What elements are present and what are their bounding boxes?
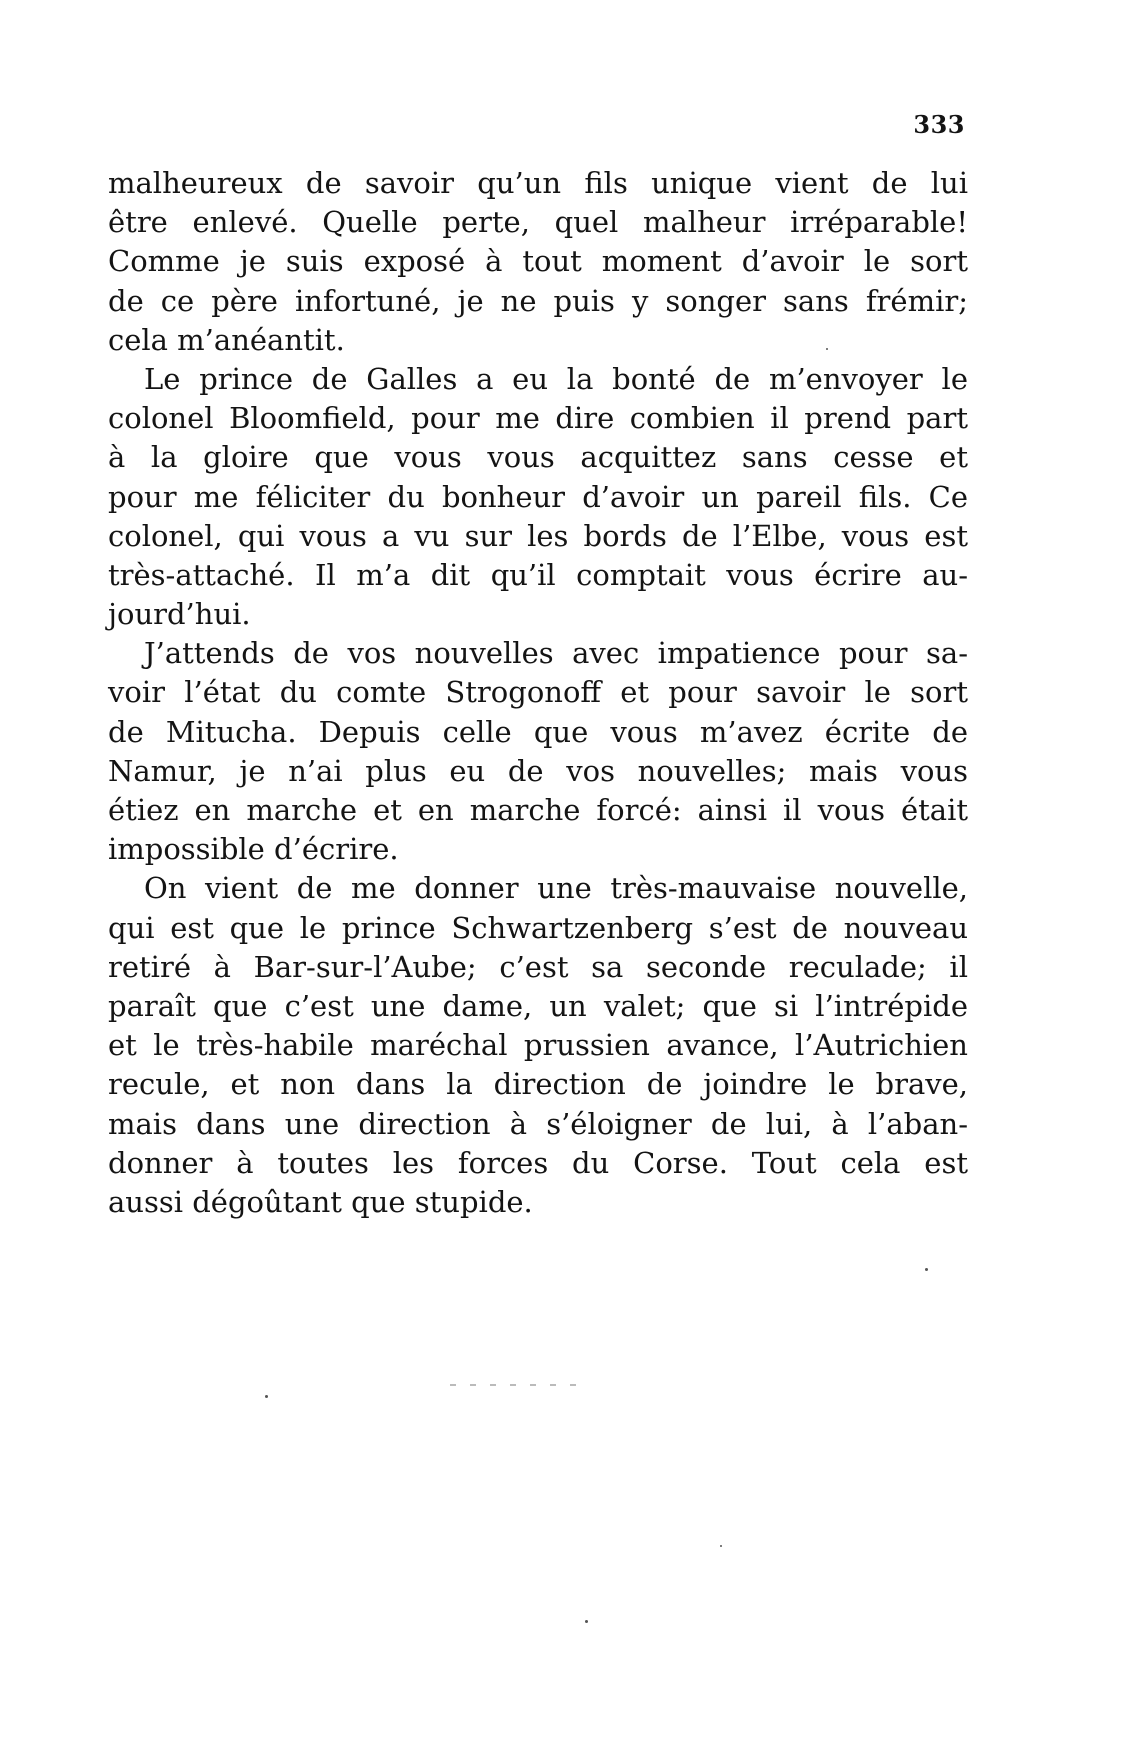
text-line: On vient de me donner une très-mauvaise nouvelle, [144, 871, 968, 906]
text-line: pour me féliciter du bonheur d’avoir un pareil fils. Ce [108, 479, 968, 514]
text-line: donner à toutes les forces du Corse. Tout cela est [108, 1145, 968, 1180]
text-line: de ce père infortuné, je ne puis y songer sans frémir; [108, 283, 968, 318]
scan-speck [265, 1395, 268, 1398]
page-number: 333 [913, 110, 965, 139]
text-line: malheureux de savoir qu’un fils unique vient de lui [108, 166, 968, 200]
scan-smudge [450, 1384, 580, 1386]
text-line: paraît que c’est une dame, un valet; que si l’intrépide [108, 988, 968, 1023]
text-line: qui est que le prince Schwartzenberg s’est de nouveau [108, 910, 968, 945]
text-line: étiez en marche et en marche forcé: ainsi il vous était [108, 793, 968, 827]
scan-speck [925, 1268, 928, 1271]
text-line: jourd’hui. [108, 597, 251, 632]
scan-speck [720, 1545, 722, 1547]
text-line: Le prince de Galles a eu la bonté de m’envoyer le [144, 361, 968, 396]
paragraph-2 [108, 360, 968, 634]
scan-speck [585, 1620, 588, 1623]
paragraph-1 [108, 164, 968, 360]
text-line: retiré à Bar-sur-l’Aube; c’est sa seconde reculade; il [108, 949, 968, 984]
text-line: recule, et non dans la direction de joindre le brave, [108, 1067, 968, 1102]
text-line: Comme je suis exposé à tout moment d’avoir le sort [108, 244, 968, 279]
text-line: colonel, qui vous a vu sur les bords de l’Elbe, vous est [108, 518, 968, 553]
text-line: à la gloire que vous vous acquittez sans cesse et [108, 440, 968, 475]
text-line: être enlevé. Quelle perte, quel malheur irréparable! [108, 205, 968, 240]
text-line: voir l’état du comte Strogonoff et pour savoir le sort [108, 675, 968, 710]
text-line: mais dans une direction à s’éloigner de lui, à l’aban- [108, 1106, 968, 1141]
text-line: Namur, je n’ai plus eu de vos nouvelles; mais vous [108, 753, 968, 788]
text-line: très-attaché. Il m’a dit qu’il comptait vous écrire au- [108, 557, 968, 592]
text-line: aussi dégoûtant que stupide. [108, 1184, 533, 1219]
text-line: J’attends de vos nouvelles avec impatience pour sa- [144, 636, 968, 671]
text-line: colonel Bloomfield, pour me dire combien il prend part [108, 401, 968, 436]
body-text [108, 164, 968, 1222]
text-line: et le très-habile maréchal prussien avance, l’Autrichien [108, 1028, 968, 1063]
text-line: cela m’anéantit. [108, 322, 345, 357]
paragraph-3 [108, 634, 968, 869]
paragraph-4 [108, 869, 968, 1222]
text-line: de Mitucha. Depuis celle que vous m’avez écrite de [108, 714, 968, 749]
text-line: impossible d’écrire. [108, 832, 399, 867]
scan-speck [826, 348, 828, 350]
